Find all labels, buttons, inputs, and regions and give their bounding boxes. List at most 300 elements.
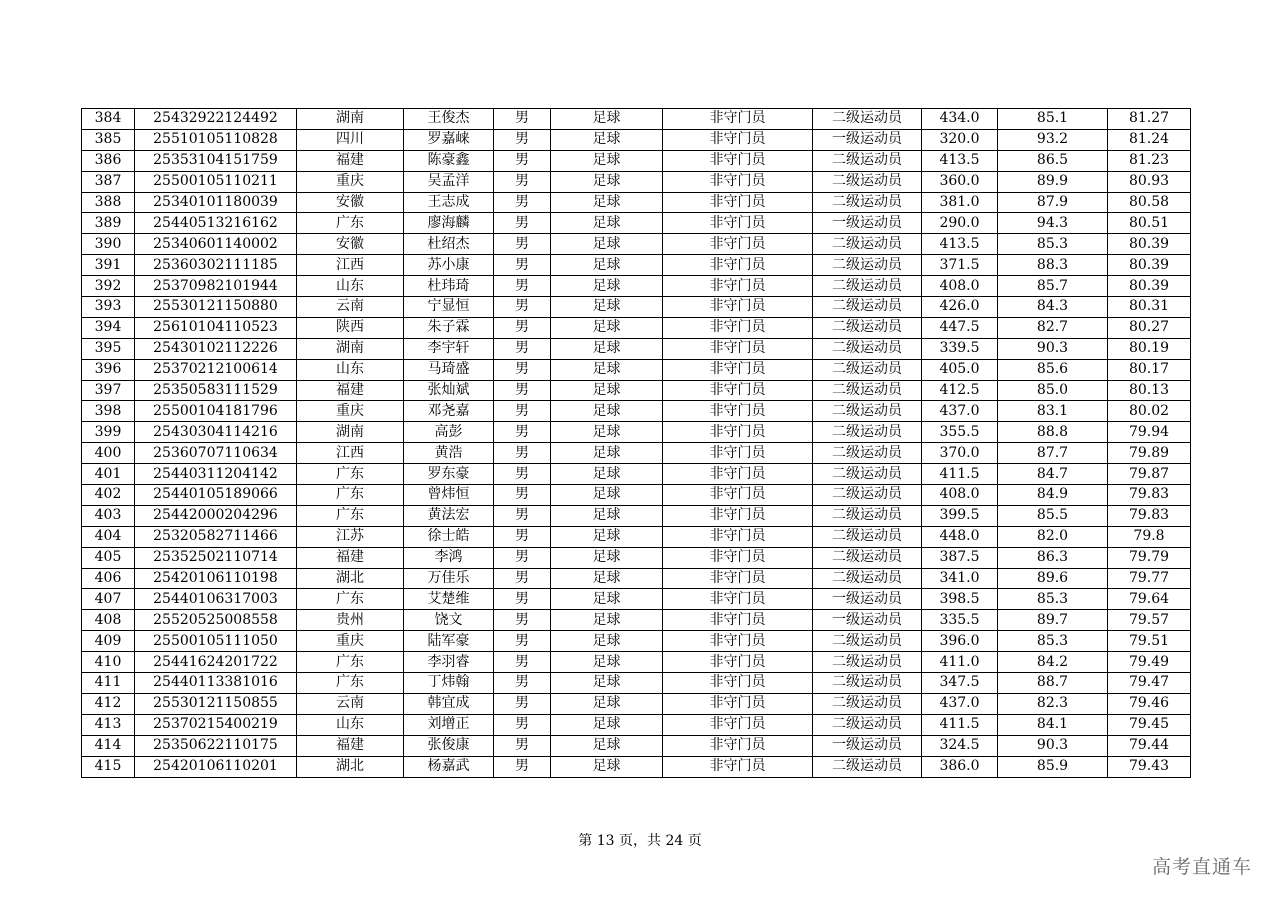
sport-cell: 足球: [551, 213, 663, 234]
row-number-cell: 405: [82, 547, 135, 568]
province-cell: 广东: [297, 505, 404, 526]
position-cell: 非守门员: [663, 359, 813, 380]
sport-cell: 足球: [551, 485, 663, 506]
sport-score-cell: 86.5: [998, 150, 1108, 171]
culture-score-cell: 412.5: [922, 380, 998, 401]
exam-number-cell: 25430304114216: [135, 422, 297, 443]
culture-score-cell: 408.0: [922, 485, 998, 506]
table-row: [82, 338, 1191, 359]
row-number-cell: 397: [82, 380, 135, 401]
position-cell: 非守门员: [663, 171, 813, 192]
table-row: [82, 297, 1191, 318]
row-number-cell: 413: [82, 714, 135, 735]
name-cell: 邓尧嘉: [404, 401, 494, 422]
composite-score-cell: 80.58: [1108, 192, 1191, 213]
table-row: [82, 505, 1191, 526]
athlete-level-cell: 二级运动员: [813, 505, 922, 526]
table-row: [82, 568, 1191, 589]
sport-score-cell: 90.3: [998, 735, 1108, 756]
sport-score-cell: 82.7: [998, 317, 1108, 338]
row-number-cell: 396: [82, 359, 135, 380]
name-cell: 杜玮琦: [404, 276, 494, 297]
sport-score-cell: 84.3: [998, 297, 1108, 318]
culture-score-cell: 386.0: [922, 756, 998, 777]
gender-cell: 男: [494, 485, 551, 506]
athlete-level-cell: 二级运动员: [813, 652, 922, 673]
sport-cell: 足球: [551, 255, 663, 276]
composite-score-cell: 80.13: [1108, 380, 1191, 401]
athlete-level-cell: 二级运动员: [813, 547, 922, 568]
sport-score-cell: 83.1: [998, 401, 1108, 422]
sport-cell: 足球: [551, 171, 663, 192]
page-footer: 第 13 页，共 24 页: [578, 833, 702, 849]
table-row: [82, 756, 1191, 777]
culture-score-cell: 434.0: [922, 109, 998, 130]
exam-number-cell: 25442000204296: [135, 505, 297, 526]
position-cell: 非守门员: [663, 485, 813, 506]
table-row: [82, 380, 1191, 401]
position-cell: 非守门员: [663, 255, 813, 276]
province-cell: 重庆: [297, 631, 404, 652]
table-body: [82, 109, 1191, 778]
athlete-level-cell: 二级运动员: [813, 673, 922, 694]
athlete-level-cell: 二级运动员: [813, 276, 922, 297]
athlete-level-cell: 二级运动员: [813, 443, 922, 464]
position-cell: 非守门员: [663, 213, 813, 234]
position-cell: 非守门员: [663, 547, 813, 568]
composite-score-cell: 80.02: [1108, 401, 1191, 422]
culture-score-cell: 381.0: [922, 192, 998, 213]
sport-score-cell: 85.1: [998, 109, 1108, 130]
sport-cell: 足球: [551, 234, 663, 255]
province-cell: 湖北: [297, 756, 404, 777]
gender-cell: 男: [494, 631, 551, 652]
table-row: [82, 631, 1191, 652]
position-cell: 非守门员: [663, 589, 813, 610]
composite-score-cell: 79.83: [1108, 505, 1191, 526]
row-number-cell: 398: [82, 401, 135, 422]
athlete-level-cell: 一级运动员: [813, 129, 922, 150]
row-number-cell: 400: [82, 443, 135, 464]
table-row: [82, 401, 1191, 422]
athlete-level-cell: 二级运动员: [813, 422, 922, 443]
sport-score-cell: 84.9: [998, 485, 1108, 506]
name-cell: 徐士皓: [404, 526, 494, 547]
sport-cell: 足球: [551, 589, 663, 610]
position-cell: 非守门员: [663, 276, 813, 297]
row-number-cell: 387: [82, 171, 135, 192]
row-number-cell: 411: [82, 673, 135, 694]
athlete-level-cell: 一级运动员: [813, 610, 922, 631]
gender-cell: 男: [494, 693, 551, 714]
culture-score-cell: 341.0: [922, 568, 998, 589]
position-cell: 非守门员: [663, 735, 813, 756]
gender-cell: 男: [494, 276, 551, 297]
gender-cell: 男: [494, 505, 551, 526]
table-row: [82, 255, 1191, 276]
composite-score-cell: 80.39: [1108, 276, 1191, 297]
exam-number-cell: 25420106110198: [135, 568, 297, 589]
composite-score-cell: 80.19: [1108, 338, 1191, 359]
exam-number-cell: 25440106317003: [135, 589, 297, 610]
row-number-cell: 408: [82, 610, 135, 631]
sport-score-cell: 85.3: [998, 589, 1108, 610]
culture-score-cell: 411.5: [922, 464, 998, 485]
name-cell: 宁显恒: [404, 297, 494, 318]
culture-score-cell: 335.5: [922, 610, 998, 631]
row-number-cell: 404: [82, 526, 135, 547]
province-cell: 贵州: [297, 610, 404, 631]
gender-cell: 男: [494, 109, 551, 130]
sport-cell: 足球: [551, 526, 663, 547]
row-number-cell: 395: [82, 338, 135, 359]
exam-number-cell: 25340101180039: [135, 192, 297, 213]
row-number-cell: 410: [82, 652, 135, 673]
province-cell: 安徽: [297, 192, 404, 213]
athlete-level-cell: 二级运动员: [813, 150, 922, 171]
composite-score-cell: 79.46: [1108, 693, 1191, 714]
name-cell: 苏小康: [404, 255, 494, 276]
gender-cell: 男: [494, 422, 551, 443]
culture-score-cell: 355.5: [922, 422, 998, 443]
results-table: [81, 108, 1191, 778]
row-number-cell: 414: [82, 735, 135, 756]
culture-score-cell: 370.0: [922, 443, 998, 464]
gender-cell: 男: [494, 255, 551, 276]
position-cell: 非守门员: [663, 338, 813, 359]
province-cell: 湖南: [297, 338, 404, 359]
culture-score-cell: 396.0: [922, 631, 998, 652]
sport-cell: 足球: [551, 673, 663, 694]
name-cell: 李鸿: [404, 547, 494, 568]
sport-cell: 足球: [551, 317, 663, 338]
culture-score-cell: 387.5: [922, 547, 998, 568]
row-number-cell: 388: [82, 192, 135, 213]
table-row: [82, 485, 1191, 506]
exam-number-cell: 25440105189066: [135, 485, 297, 506]
table-row: [82, 610, 1191, 631]
position-cell: 非守门员: [663, 568, 813, 589]
row-number-cell: 402: [82, 485, 135, 506]
athlete-level-cell: 二级运动员: [813, 297, 922, 318]
athlete-level-cell: 二级运动员: [813, 171, 922, 192]
gender-cell: 男: [494, 526, 551, 547]
exam-number-cell: 25530121150880: [135, 297, 297, 318]
sport-score-cell: 85.6: [998, 359, 1108, 380]
sport-score-cell: 89.7: [998, 610, 1108, 631]
exam-number-cell: 25520525008558: [135, 610, 297, 631]
name-cell: 黄法宏: [404, 505, 494, 526]
culture-score-cell: 290.0: [922, 213, 998, 234]
position-cell: 非守门员: [663, 317, 813, 338]
gender-cell: 男: [494, 464, 551, 485]
sport-score-cell: 94.3: [998, 213, 1108, 234]
sport-cell: 足球: [551, 693, 663, 714]
table-row: [82, 589, 1191, 610]
exam-number-cell: 25530121150855: [135, 693, 297, 714]
sport-score-cell: 90.3: [998, 338, 1108, 359]
athlete-level-cell: 二级运动员: [813, 234, 922, 255]
gender-cell: 男: [494, 714, 551, 735]
gender-cell: 男: [494, 171, 551, 192]
culture-score-cell: 405.0: [922, 359, 998, 380]
culture-score-cell: 320.0: [922, 129, 998, 150]
province-cell: 云南: [297, 297, 404, 318]
athlete-level-cell: 二级运动员: [813, 485, 922, 506]
sport-cell: 足球: [551, 735, 663, 756]
exam-number-cell: 25500105110211: [135, 171, 297, 192]
composite-score-cell: 79.51: [1108, 631, 1191, 652]
athlete-level-cell: 二级运动员: [813, 526, 922, 547]
name-cell: 韩宜成: [404, 693, 494, 714]
gender-cell: 男: [494, 443, 551, 464]
sport-cell: 足球: [551, 380, 663, 401]
table-row: [82, 547, 1191, 568]
sport-score-cell: 85.5: [998, 505, 1108, 526]
table-row: [82, 693, 1191, 714]
culture-score-cell: 371.5: [922, 255, 998, 276]
composite-score-cell: 79.94: [1108, 422, 1191, 443]
province-cell: 福建: [297, 380, 404, 401]
name-cell: 黄浩: [404, 443, 494, 464]
position-cell: 非守门员: [663, 693, 813, 714]
culture-score-cell: 347.5: [922, 673, 998, 694]
gender-cell: 男: [494, 213, 551, 234]
sport-score-cell: 85.3: [998, 234, 1108, 255]
table-row: [82, 359, 1191, 380]
table-row: [82, 192, 1191, 213]
table-row: [82, 422, 1191, 443]
culture-score-cell: 411.5: [922, 714, 998, 735]
sport-cell: 足球: [551, 401, 663, 422]
gender-cell: 男: [494, 317, 551, 338]
name-cell: 万佳乐: [404, 568, 494, 589]
culture-score-cell: 413.5: [922, 150, 998, 171]
province-cell: 重庆: [297, 401, 404, 422]
row-number-cell: 409: [82, 631, 135, 652]
composite-score-cell: 81.24: [1108, 129, 1191, 150]
sport-cell: 足球: [551, 150, 663, 171]
culture-score-cell: 448.0: [922, 526, 998, 547]
exam-number-cell: 25420106110201: [135, 756, 297, 777]
row-number-cell: 415: [82, 756, 135, 777]
sport-cell: 足球: [551, 610, 663, 631]
name-cell: 张灿斌: [404, 380, 494, 401]
athlete-level-cell: 二级运动员: [813, 380, 922, 401]
gender-cell: 男: [494, 673, 551, 694]
name-cell: 张俊康: [404, 735, 494, 756]
sport-score-cell: 82.3: [998, 693, 1108, 714]
position-cell: 非守门员: [663, 673, 813, 694]
composite-score-cell: 79.43: [1108, 756, 1191, 777]
name-cell: 曾炜恒: [404, 485, 494, 506]
sport-cell: 足球: [551, 464, 663, 485]
province-cell: 山东: [297, 359, 404, 380]
province-cell: 云南: [297, 693, 404, 714]
name-cell: 马琦盛: [404, 359, 494, 380]
culture-score-cell: 426.0: [922, 297, 998, 318]
sport-cell: 足球: [551, 505, 663, 526]
exam-number-cell: 25510105110828: [135, 129, 297, 150]
name-cell: 王俊杰: [404, 109, 494, 130]
athlete-level-cell: 二级运动员: [813, 109, 922, 130]
sport-cell: 足球: [551, 276, 663, 297]
row-number-cell: 401: [82, 464, 135, 485]
name-cell: 刘增正: [404, 714, 494, 735]
gender-cell: 男: [494, 547, 551, 568]
composite-score-cell: 80.17: [1108, 359, 1191, 380]
row-number-cell: 385: [82, 129, 135, 150]
composite-score-cell: 80.39: [1108, 255, 1191, 276]
athlete-level-cell: 二级运动员: [813, 401, 922, 422]
row-number-cell: 399: [82, 422, 135, 443]
province-cell: 山东: [297, 714, 404, 735]
composite-score-cell: 79.64: [1108, 589, 1191, 610]
gender-cell: 男: [494, 297, 551, 318]
sport-cell: 足球: [551, 129, 663, 150]
sport-score-cell: 84.1: [998, 714, 1108, 735]
position-cell: 非守门员: [663, 610, 813, 631]
sport-score-cell: 85.9: [998, 756, 1108, 777]
gender-cell: 男: [494, 234, 551, 255]
composite-score-cell: 79.83: [1108, 485, 1191, 506]
sport-score-cell: 88.3: [998, 255, 1108, 276]
name-cell: 罗嘉崃: [404, 129, 494, 150]
athlete-level-cell: 二级运动员: [813, 568, 922, 589]
sport-score-cell: 84.2: [998, 652, 1108, 673]
exam-number-cell: 25370215400219: [135, 714, 297, 735]
position-cell: 非守门员: [663, 631, 813, 652]
name-cell: 陆军豪: [404, 631, 494, 652]
athlete-level-cell: 二级运动员: [813, 192, 922, 213]
culture-score-cell: 447.5: [922, 317, 998, 338]
culture-score-cell: 360.0: [922, 171, 998, 192]
sport-cell: 足球: [551, 568, 663, 589]
table-row: [82, 213, 1191, 234]
province-cell: 福建: [297, 735, 404, 756]
exam-number-cell: 25430102112226: [135, 338, 297, 359]
sport-score-cell: 86.3: [998, 547, 1108, 568]
table-row: [82, 714, 1191, 735]
position-cell: 非守门员: [663, 526, 813, 547]
province-cell: 广东: [297, 485, 404, 506]
sport-cell: 足球: [551, 547, 663, 568]
province-cell: 江西: [297, 443, 404, 464]
province-cell: 湖南: [297, 422, 404, 443]
composite-score-cell: 79.87: [1108, 464, 1191, 485]
position-cell: 非守门员: [663, 464, 813, 485]
gender-cell: 男: [494, 756, 551, 777]
name-cell: 艾楚维: [404, 589, 494, 610]
sport-score-cell: 84.7: [998, 464, 1108, 485]
composite-score-cell: 80.39: [1108, 234, 1191, 255]
sport-score-cell: 89.9: [998, 171, 1108, 192]
gender-cell: 男: [494, 150, 551, 171]
sport-cell: 足球: [551, 652, 663, 673]
sport-score-cell: 87.9: [998, 192, 1108, 213]
gender-cell: 男: [494, 401, 551, 422]
gender-cell: 男: [494, 338, 551, 359]
exam-number-cell: 25370982101944: [135, 276, 297, 297]
position-cell: 非守门员: [663, 443, 813, 464]
sport-cell: 足球: [551, 297, 663, 318]
sport-score-cell: 85.3: [998, 631, 1108, 652]
exam-number-cell: 25500104181796: [135, 401, 297, 422]
gender-cell: 男: [494, 129, 551, 150]
sport-score-cell: 85.7: [998, 276, 1108, 297]
row-number-cell: 389: [82, 213, 135, 234]
name-cell: 王志成: [404, 192, 494, 213]
sport-cell: 足球: [551, 756, 663, 777]
table-row: [82, 652, 1191, 673]
row-number-cell: 384: [82, 109, 135, 130]
gender-cell: 男: [494, 568, 551, 589]
sport-score-cell: 88.8: [998, 422, 1108, 443]
position-cell: 非守门员: [663, 756, 813, 777]
sport-score-cell: 89.6: [998, 568, 1108, 589]
watermark-logo: 高考直通车: [1151, 856, 1252, 878]
culture-score-cell: 398.5: [922, 589, 998, 610]
sport-cell: 足球: [551, 359, 663, 380]
exam-number-cell: 25440311204142: [135, 464, 297, 485]
composite-score-cell: 80.27: [1108, 317, 1191, 338]
athlete-level-cell: 一级运动员: [813, 589, 922, 610]
province-cell: 广东: [297, 652, 404, 673]
province-cell: 重庆: [297, 171, 404, 192]
position-cell: 非守门员: [663, 129, 813, 150]
composite-score-cell: 79.44: [1108, 735, 1191, 756]
name-cell: 罗东豪: [404, 464, 494, 485]
position-cell: 非守门员: [663, 192, 813, 213]
culture-score-cell: 437.0: [922, 693, 998, 714]
table-row: [82, 109, 1191, 130]
athlete-level-cell: 二级运动员: [813, 464, 922, 485]
composite-score-cell: 79.89: [1108, 443, 1191, 464]
row-number-cell: 394: [82, 317, 135, 338]
exam-number-cell: 25440513216162: [135, 213, 297, 234]
athlete-level-cell: 二级运动员: [813, 756, 922, 777]
athlete-level-cell: 一级运动员: [813, 213, 922, 234]
name-cell: 廖海麟: [404, 213, 494, 234]
exam-number-cell: 25360302111185: [135, 255, 297, 276]
sport-score-cell: 88.7: [998, 673, 1108, 694]
gender-cell: 男: [494, 589, 551, 610]
sport-score-cell: 85.0: [998, 380, 1108, 401]
table-row: [82, 735, 1191, 756]
gender-cell: 男: [494, 192, 551, 213]
composite-score-cell: 79.57: [1108, 610, 1191, 631]
exam-number-cell: 25370212100614: [135, 359, 297, 380]
composite-score-cell: 80.51: [1108, 213, 1191, 234]
athlete-level-cell: 一级运动员: [813, 735, 922, 756]
athlete-level-cell: 二级运动员: [813, 714, 922, 735]
row-number-cell: 393: [82, 297, 135, 318]
exam-number-cell: 25320582711466: [135, 526, 297, 547]
sport-cell: 足球: [551, 109, 663, 130]
sport-score-cell: 82.0: [998, 526, 1108, 547]
sport-cell: 足球: [551, 422, 663, 443]
culture-score-cell: 339.5: [922, 338, 998, 359]
sport-score-cell: 93.2: [998, 129, 1108, 150]
composite-score-cell: 79.8: [1108, 526, 1191, 547]
athlete-level-cell: 二级运动员: [813, 317, 922, 338]
culture-score-cell: 399.5: [922, 505, 998, 526]
composite-score-cell: 79.45: [1108, 714, 1191, 735]
exam-number-cell: 25352502110714: [135, 547, 297, 568]
composite-score-cell: 79.79: [1108, 547, 1191, 568]
composite-score-cell: 81.27: [1108, 109, 1191, 130]
name-cell: 饶文: [404, 610, 494, 631]
